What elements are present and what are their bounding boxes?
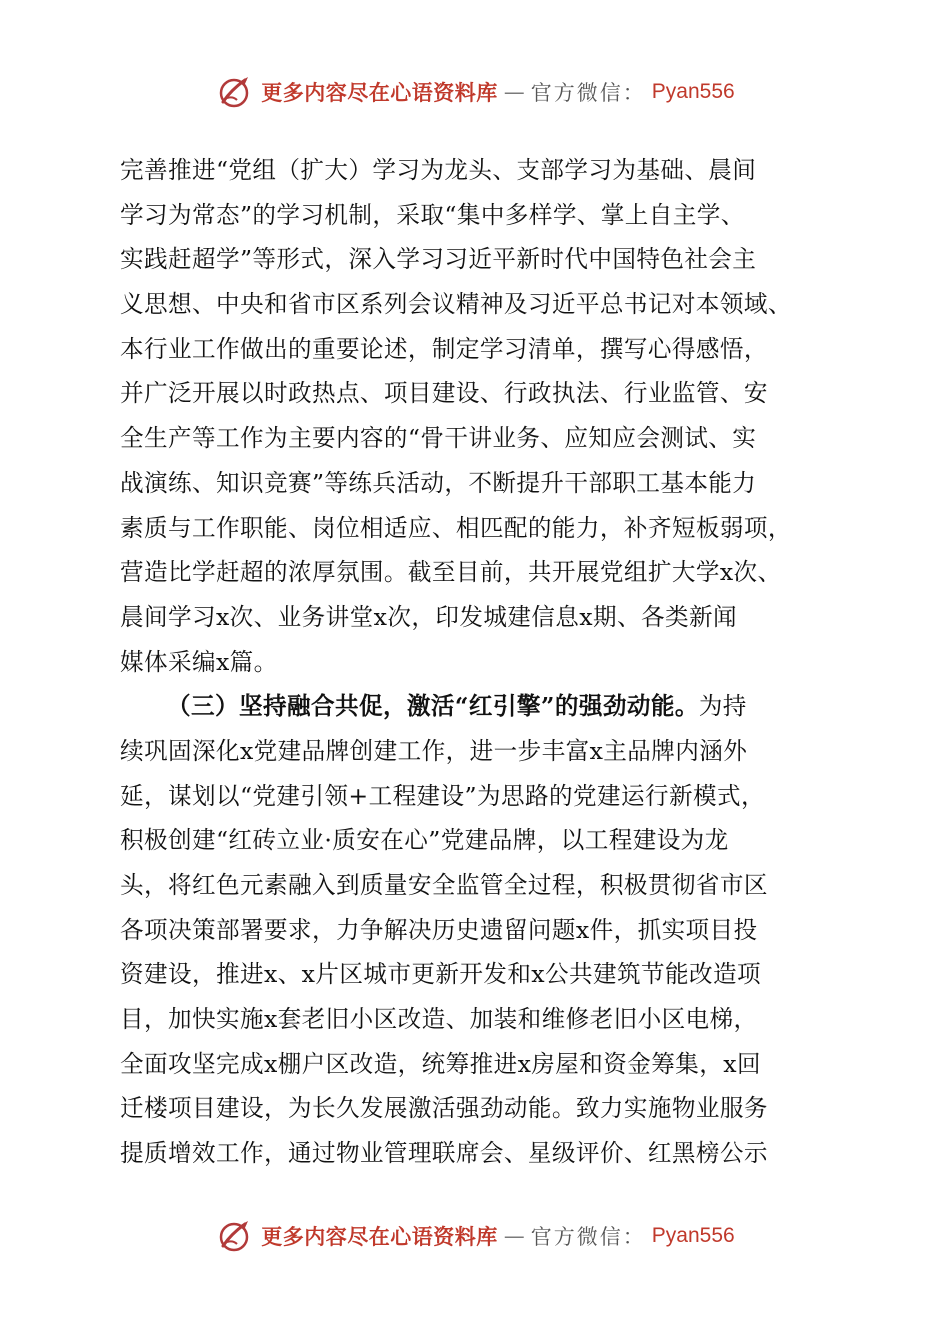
text-line: 媒体采编x篇。: [120, 647, 278, 676]
bottom-watermark-banner: [0, 1214, 950, 1258]
section-three-heading: （三）坚持融合共促，激活“红引擎”的强劲动能。: [167, 692, 699, 721]
document-body: [120, 148, 826, 1176]
text-line: 完善推进“党组（扩大）学习为龙头、支部学习为基础、晨间: [120, 156, 757, 184]
text-line: 全生产等工作为主要内容的“骨干讲业务、应知应会测试、实: [120, 424, 757, 453]
paragraph-section-three: [120, 684, 826, 1176]
text-line: 素质与工作职能、岗位相适应、相匹配的能力，补齐短板弱项，: [120, 513, 792, 542]
watermark-content: [215, 1216, 734, 1256]
text-line: 并广泛开展以时政热点、项目建设、行政执法、行业监管、安: [120, 379, 768, 408]
text-line: 实践赶超学”等形式，深入学习习近平新时代中国特色社会主: [120, 245, 757, 274]
text-line: 本行业工作做出的重要论述，制定学习清单，撰写心得感悟，: [120, 334, 768, 363]
text-line: 营造比学赶超的浓厚氛围。截至目前，共开展党组扩大学x次、: [120, 558, 782, 587]
text-line: 义思想、中央和省市区系列会议精神及习近平总书记对本领域、: [120, 290, 792, 319]
section-three-first-line: [120, 684, 826, 729]
text-line: 晨间学习x次、业务讲堂x次，印发城建信息x期、各类新闻: [120, 602, 737, 631]
watermark-separator: —: [503, 80, 525, 104]
text-line: 迁楼项目建设，为长久发展激活强劲动能。致力实施物业服务: [120, 1094, 768, 1123]
text-line: 提质增效工作，通过物业管理联席会、星级评价、红黑榜公示: [120, 1139, 768, 1168]
text-line: 积极创建“红砖立业·质安在心”党建品牌，以工程建设为龙: [120, 826, 729, 855]
text-line: 续巩固深化x党建品牌创建工作，进一步丰富x主品牌内涵外: [120, 736, 748, 765]
watermark-wechat-label: 官方微信：: [530, 1225, 646, 1249]
text-line: 目，加快实施x套老旧小区改造、加装和维修老旧小区电梯，: [120, 1005, 758, 1034]
text-line: 延，谋划以“党建引领+工程建设”为思路的党建运行新模式，: [120, 781, 765, 810]
watermark-separator: —: [503, 1224, 525, 1248]
watermark-main-text: 更多内容尽在心语资料库: [261, 1224, 498, 1249]
top-watermark-banner: [0, 70, 950, 114]
text-line: 各项决策部署要求，力争解决历史遗留问题x件，抓实项目投: [120, 915, 758, 944]
text-line: 战演练、知识竞赛”等练兵活动，不断提升干部职工基本能力: [120, 468, 757, 497]
watermark-wechat-id: Pyan556: [651, 80, 735, 103]
watermark-wechat-label: 官方微信：: [530, 81, 646, 105]
text-line: 全面攻坚完成x棚户区改造，统筹推进x房屋和资金筹集，x回: [120, 1049, 761, 1078]
watermark-content: [215, 72, 734, 112]
text-line: 学习为常态”的学习机制，采取“集中多样学、掌上自主学、: [120, 200, 745, 229]
pen-seal-logo-icon: [215, 1216, 255, 1256]
paragraph-study-mechanism: [120, 148, 826, 684]
pen-seal-logo-icon: [215, 72, 255, 112]
text-line: 资建设，推进x、x片区城市更新开发和x公共建筑节能改造项: [120, 960, 761, 989]
text-line: 头，将红色元素融入到质量安全监管全过程，积极贯彻省市区: [120, 871, 768, 899]
section-three-first-line-rest: 为持: [698, 692, 747, 721]
watermark-wechat-id: Pyan556: [651, 1224, 735, 1247]
watermark-main-text: 更多内容尽在心语资料库: [261, 80, 498, 105]
